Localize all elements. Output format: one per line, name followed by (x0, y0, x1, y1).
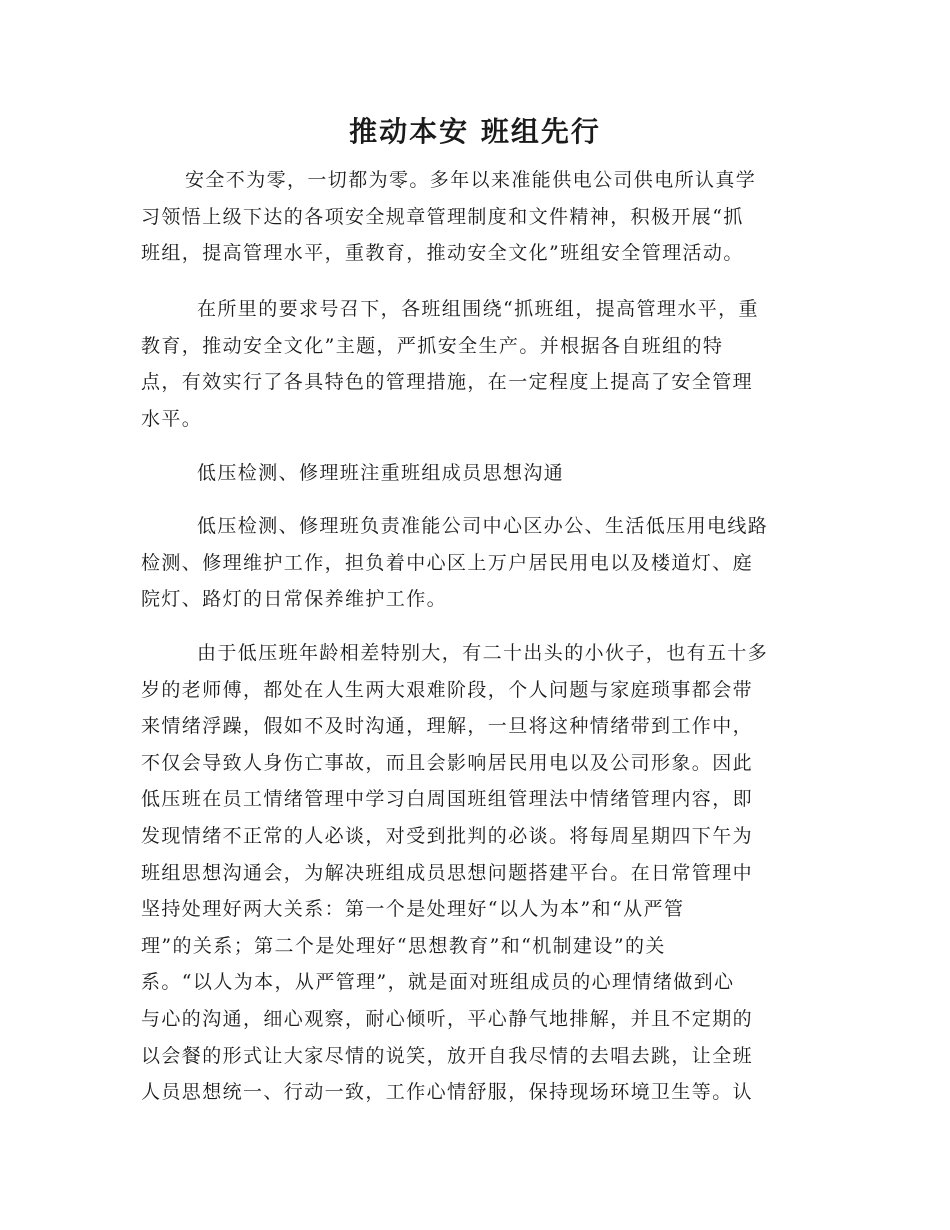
paragraph-line: 水平。 (141, 407, 203, 430)
paragraph-line: 班组思想沟通会，为解决班组成员思想问题搭建平台。在日常管理中 (141, 861, 754, 884)
paragraph-line: 以会餐的形式让大家尽情的说笑，放开自我尽情的去唱去跳，让全班 (141, 1044, 754, 1067)
section-heading-text: 低压检测、修理班注重班组成员思想沟通 (197, 462, 565, 484)
paragraph-line: 由于低压班年龄相差特别大，有二十出头的小伙子，也有五十多 (197, 642, 769, 664)
paragraph-line: 来情绪浮躁，假如不及时沟通，理解，一旦将这种情绪带到工作中， (141, 715, 754, 738)
paragraph-line: 院灯、路灯的日常保养维护工作。 (141, 588, 448, 611)
section-heading (141, 455, 564, 492)
paragraph-line: 习领悟上级下达的各项安全规章管理制度和文件精神，积极开展“抓 (141, 205, 744, 228)
paragraph-line: 教育，推动安全文化”主题，严抓安全生产。并根据各自班组的特 (141, 334, 724, 357)
paragraph-line: 人员思想统一、行动一致，工作心情舒服，保持现场环境卫生等。认 (141, 1081, 754, 1104)
paragraph-4 (141, 635, 768, 1111)
paragraph-line: 坚持处理好两大关系：第一个是处理好“以人为本”和“从严管 (141, 898, 685, 921)
paragraph-line: 在所里的要求号召下，各班组围绕“抓班组，提高管理水平，重 (197, 298, 759, 320)
paragraph-line: 发现情绪不正常的人必谈，对受到批判的必谈。将每周星期四下午为 (141, 824, 754, 847)
paragraph-line: 不仅会导致人身伤亡事故，而且会影响居民用电以及公司形象。因此 (141, 751, 754, 774)
paragraph-line: 岁的老师傅，都处在人生两大艰难阶段，个人问题与家庭琐事都会带 (141, 678, 754, 701)
document-title: 推动本安 班组先行 (349, 115, 601, 148)
paragraph-2 (141, 291, 759, 437)
paragraph-line: 检测、修理维护工作，担负着中心区上万户居民用电以及楼道灯、庭 (141, 551, 754, 574)
paragraph-line: 系。“以人为本，从严管理”，就是面对班组成员的心理情绪做到心 (141, 971, 735, 994)
paragraph-1 (141, 162, 756, 272)
paragraph-line: 安全不为零，一切都为零。多年以来准能供电公司供电所认真学 (185, 169, 757, 191)
paragraph-line: 与心的沟通，细心观察，耐心倾听，平心静气地排解，并且不定期的 (141, 1007, 754, 1030)
paragraph-line: 低压班在员工情绪管理中学习白周国班组管理法中情绪管理内容，即 (141, 788, 754, 811)
paragraph-3 (141, 508, 768, 618)
paragraph-line: 低压检测、修理班负责准能公司中心区办公、生活低压用电线路 (197, 515, 769, 537)
paragraph-line: 理”的关系；第二个是处理好“思想教育”和“机制建设”的关 (141, 934, 666, 957)
paragraph-line: 点，有效实行了各具特色的管理措施，在一定程度上提高了安全管理 (141, 371, 754, 394)
paragraph-line: 班组，提高管理水平，重教育，推动安全文化”班组安全管理活动。 (141, 242, 744, 265)
